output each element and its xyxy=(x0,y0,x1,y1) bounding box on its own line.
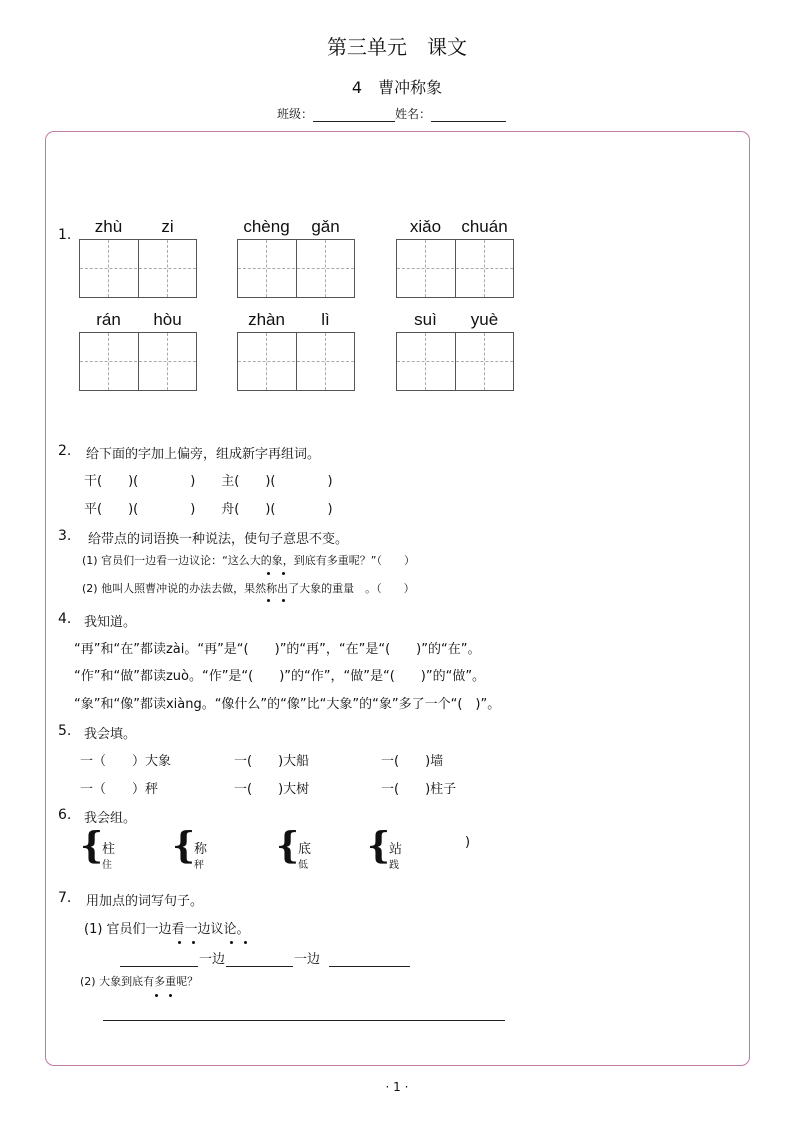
q6-number: 6. xyxy=(58,807,72,823)
pinyin-label: hòu xyxy=(153,310,182,329)
pinyin-label: zi xyxy=(161,217,174,236)
q7-instruction: 用加点的词写句子。 xyxy=(86,894,204,909)
q7-answer-line[interactable] xyxy=(103,1004,505,1021)
emphasis-dot xyxy=(267,599,270,602)
q2-line: 平( )( ) 舟( )( ) xyxy=(84,502,333,517)
grid-line xyxy=(325,240,326,297)
q5-item: 一( )大船 xyxy=(234,754,310,769)
pinyin-label: zhàn xyxy=(248,310,285,329)
q6-char-bottom: 秤 xyxy=(194,860,204,871)
q6-char-top: 底 xyxy=(298,842,312,857)
q7-sentence-1: (1) 官员们一边看一边议论。 xyxy=(84,922,250,937)
class-blank[interactable] xyxy=(313,109,395,122)
grid-line xyxy=(80,361,196,362)
q7-number: 7. xyxy=(58,890,72,906)
grid-line xyxy=(484,240,485,297)
grid-line xyxy=(80,268,196,269)
grid-line xyxy=(167,333,168,390)
q5-item: 一( )墙 xyxy=(381,754,444,769)
left-brace: { xyxy=(80,825,104,867)
q6-char-top: 柱 xyxy=(102,842,116,857)
grid-line xyxy=(266,333,267,390)
pinyin-label: chuán xyxy=(461,217,508,236)
q2-instruction: 给下面的字加上偏旁，组成新字再组词。 xyxy=(86,447,321,462)
emphasis-dot xyxy=(169,994,172,997)
q3-sentence-2: (2) 他叫人照曹冲说的办法去做，果然称出了大象的重量 。（ ） xyxy=(82,582,415,595)
pinyin-label: gǎn xyxy=(311,217,340,236)
left-brace: { xyxy=(367,825,391,867)
tianzige-box[interactable] xyxy=(396,332,514,391)
q6-char-bottom: 践 xyxy=(389,860,399,871)
pinyin-label: xiǎo xyxy=(409,217,442,236)
grid-line xyxy=(167,240,168,297)
left-brace: { xyxy=(172,825,196,867)
q7-word: 一边 xyxy=(294,952,321,967)
grid-line xyxy=(238,361,354,362)
name-blank[interactable] xyxy=(431,109,506,122)
q5-number: 5. xyxy=(58,723,72,739)
lesson-title: 4 曹冲称象 xyxy=(351,78,443,97)
q4-line-2: “作”和“做”都读zuò。“作”是“( )”的“作”，“做”是“( )”的“做”。 xyxy=(74,669,486,684)
pinyin-label: zhù xyxy=(94,217,123,236)
q4-line-1: “再”和“在”都读zài。“再”是“( )”的“再”，“在”是“( )”的“在”。 xyxy=(74,642,481,657)
q4-number: 4. xyxy=(58,611,72,627)
pinyin-label: suì xyxy=(414,310,437,329)
grid-line xyxy=(108,240,109,297)
q3-number: 3. xyxy=(58,528,72,544)
q5-item: 一( )大树 xyxy=(234,782,310,797)
q1-number: 1. xyxy=(58,227,72,243)
q3-instruction: 给带点的词语换一种说法，使句子意思不变。 xyxy=(88,532,349,547)
emphasis-dot xyxy=(192,941,195,944)
q3-sentence-1: (1) 官员们一边看一边议论：“这么大的象，到底有多重呢？”（ ） xyxy=(82,554,415,567)
emphasis-dot xyxy=(282,599,285,602)
q5-item: 一（ ）秤 xyxy=(80,782,159,797)
page-title: 第三单元 课文 xyxy=(327,35,467,59)
name-label: 姓名： xyxy=(395,107,432,121)
class-label: 班级： xyxy=(277,107,314,121)
q6-char-top: 站 xyxy=(389,842,403,857)
q7-blank[interactable] xyxy=(329,948,410,967)
q4-line-3: “象”和“像”都读xiàng。“像什么”的“像”比“大象”的“象”多了一个“( )”。 xyxy=(74,697,501,712)
q7-sentence-2: (2) 大象到底有多重呢？ xyxy=(80,975,199,988)
emphasis-dot xyxy=(230,941,233,944)
q5-item: 一( )柱子 xyxy=(381,782,457,797)
q6-char-bottom: 低 xyxy=(298,860,308,871)
grid-line xyxy=(425,240,426,297)
grid-line xyxy=(484,333,485,390)
emphasis-dot xyxy=(178,941,181,944)
pinyin-label: chèng xyxy=(243,217,290,236)
grid-line xyxy=(425,333,426,390)
q6-char-bottom: 住 xyxy=(102,860,112,871)
emphasis-dot xyxy=(155,994,158,997)
q6-char-top: 称 xyxy=(194,842,208,857)
q5-instruction: 我会填。 xyxy=(84,727,137,742)
q2-line: 干( )( ) 主( )( ) xyxy=(84,474,333,489)
tianzige-box[interactable] xyxy=(237,332,355,391)
grid-line xyxy=(238,268,354,269)
grid-line xyxy=(397,268,513,269)
q6-paren: ) xyxy=(465,835,471,850)
tianzige-box[interactable] xyxy=(396,239,514,298)
emphasis-dot xyxy=(282,572,285,575)
tianzige-box[interactable] xyxy=(79,332,197,391)
q7-blank[interactable] xyxy=(226,948,293,967)
emphasis-dot xyxy=(267,572,270,575)
q2-number: 2. xyxy=(58,443,72,459)
grid-line xyxy=(108,333,109,390)
pinyin-label: lì xyxy=(321,310,330,329)
q6-instruction: 我会组。 xyxy=(84,811,137,826)
q4-instruction: 我知道。 xyxy=(84,615,137,630)
grid-line xyxy=(397,361,513,362)
emphasis-dot xyxy=(244,941,247,944)
grid-line xyxy=(325,333,326,390)
q5-item: 一（ ）大象 xyxy=(80,754,172,769)
left-brace: { xyxy=(276,825,300,867)
tianzige-box[interactable] xyxy=(237,239,355,298)
pinyin-label: rán xyxy=(96,310,121,329)
pinyin-label: yuè xyxy=(470,310,499,329)
q7-blank[interactable] xyxy=(120,948,198,967)
grid-line xyxy=(266,240,267,297)
page-number: · 1 · xyxy=(385,1080,409,1094)
tianzige-box[interactable] xyxy=(79,239,197,298)
student-info-line xyxy=(277,105,506,122)
q7-word: 一边 xyxy=(199,952,226,967)
